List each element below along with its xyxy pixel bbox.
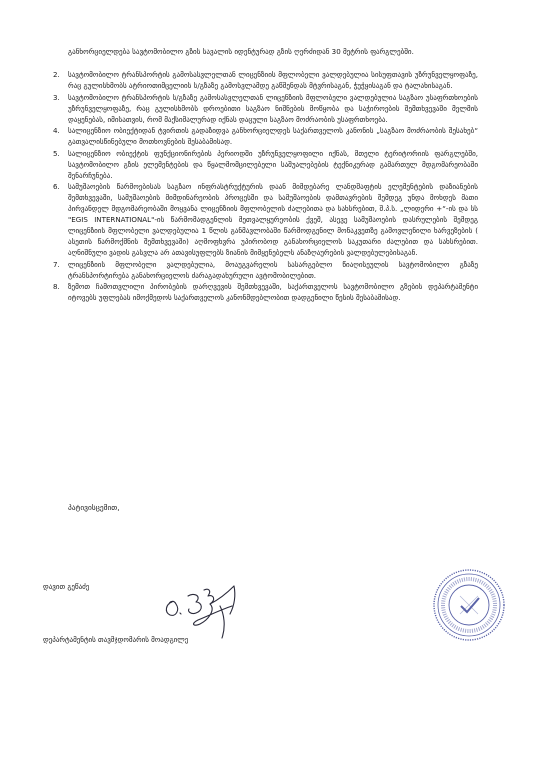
item-number: 2. <box>53 70 60 79</box>
item-number: 5. <box>53 148 60 158</box>
official-seal-stamp-icon <box>432 568 506 642</box>
item-text: ზემოთ ჩამოთვლილი პირობების დარღვევის შემთხვევაში, საქართველოს სავტომობილო გზების დეპარტამენტი იტოვებს უფლებას იმოქმედოს საქართველოს კანონმდებლობით დადგენილი წესის შესაბამისად. <box>68 282 478 302</box>
list-item <box>53 181 478 258</box>
item-text: სავტომობილო ტრანსპორტის ს/გზაზე გამოსასვლელთან ლიცენზიის მფლობელი ვალდებულია საგზაო უსაფრთხოების უზრუნველყოფაზე, რაც გულისხმობს დროებითი საგზაო ნიშნების მოწყობა და საჭიროების შემთხვევაში მელმის დაყენებას, იმისათვის, რომ მაქსიმალურად იქნას დაცული საგზაო მოძრაობის უსაფრთხოება. <box>68 92 478 124</box>
item-text: სალიცენზიო ობიექტიდან ტვირთის გადაზიდვა განხორციელდეს საქართველოს კანონის „საგზაო მოძრაობის შესახებ“ გათვალისწინებული მოთხოვნების შესაბამისად. <box>68 126 478 146</box>
item-text: სამუშაოების წარმოებისას საგზაო ინფრასტრუქტურის დაან მიმდებარე ლანდშაფტის ელემენტების დაზიანების შემთხვევაში, სამუშაოების მიმდინარეობის პროცესში და სამუშაოების დამთავრების შემდეგ უნდა მოხდეს მათი პირვანდელ მდგომარეობაში მოყვანა ლიცენზიის მფლობელის ძალებითა და სახსრებით, შ.პ.ს. „ლიდერი +“-ის და სს "EGIS INTERNATIONAL"-ის წარმომადგენლის მეთვალყურეობის ქვეშ, ასევე სამუშაოების დასრულების შემდეგ ლიცენზიის მფლობელი ვალდებულია 1 წლის განმავლობაში წარმოდგენილ მონაკვეთზე გამოვლენილი ხარვეზების ( ასეთის წარმოქმნის შემთხვევაში) აღმოფხვრა უპირობოდ განახორციელოს საკუთარი ძალებით და სახსრებით. აღნიშნული ვადის გასვლა არ ათავისუფლებს ზიანის მიმყენებელს ანაზღაურების ვალდებულებისაგან. <box>68 182 478 257</box>
list-item <box>53 92 478 125</box>
signer-title: დეპარტამენტის თავმჯდომარის მოადგილე <box>43 636 189 644</box>
list-item <box>53 281 478 303</box>
list-item <box>53 69 478 91</box>
item-number: 3. <box>53 92 60 102</box>
item-number: 7. <box>53 259 60 269</box>
list-item <box>53 148 478 181</box>
closing-salutation: პატივისცემით, <box>68 503 120 512</box>
signer-name: დავით გეწაძე <box>43 583 90 591</box>
list-item <box>53 125 478 147</box>
handwritten-signature-icon <box>150 580 270 642</box>
item-text: სალიცენზიო ობიექტის ფუნქციონირების პერიოდში უზრუნველყოფილი იქნას, მთელი ტერიტორიის ფარგლებში, სავტომობილო გზის ელემენტების და წყალმომცილებელი საშუალებების ტექნიკურად გამართულ მდგომარეობაში შენარჩუნება. <box>68 148 478 180</box>
conditions-list <box>53 69 478 304</box>
list-item <box>53 259 478 281</box>
item-text: სავტომობილო ტრანსპორტის გამოსასვლელთან ლიცენზიის მფლობელი ვალდებულია სისუფთავის უზრუნველყოფაზე, რაც გულისხმობს ატრიოთიმცელიის ს/გზაზე გამოსვლამდე გაწმენდას მტვრისაგან, ჭუჭყისაგან და ტალახისაგან. <box>68 70 478 90</box>
lead-paragraph: განხორციელდება სავტომობილო გზის სავალის იდენტურად გზის ღერძიდან 30 მეტრის ფარგლებში. <box>68 47 414 56</box>
item-number: 8. <box>53 282 60 291</box>
item-number: 4. <box>53 126 60 135</box>
item-number: 6. <box>53 182 60 191</box>
item-text: ლიცენზიის მფლობელი ვალდებულია, მოაუგვარელის სასარგებლო წიაღისეულის სავტომობილო გზაზე ტრანსპორტირება განახორციელოს ძარაგადახურული ავტომობილებით. <box>68 259 478 280</box>
